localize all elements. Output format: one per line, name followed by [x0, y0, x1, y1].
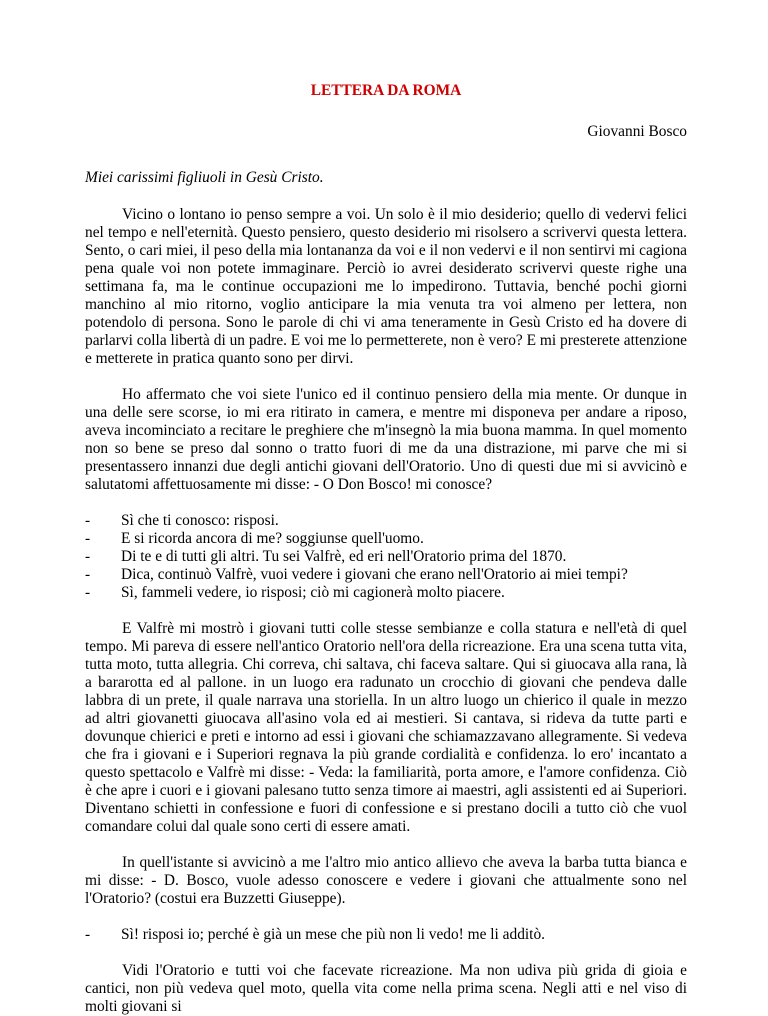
dialog-list [85, 512, 687, 602]
document-author: Giovanni Bosco [587, 123, 687, 140]
dialog-line [85, 566, 687, 584]
document-page [85, 82, 687, 1016]
paragraph-3: E Valfrè mi mostrò i giovani tutti colle stesse sembianze e colla statura e nell'età di quel tempo. Mi pareva di essere nell'antico Oratorio nell'ora della ricreazione. Era una scena tutta vita, tutta moto, tutta allegria. Chi correva, chi saltava, chi faceva saltare. Qui si giuocava alla rana, là a bararotta ed al pallone. in un luogo era radunato un crocchio di giovani che pendeva dalle labbra di un prete, il quale narrava una storiella. In un altro luogo un chierico il quale in mezzo ad altri giovanetti giuocava all'asino vola ed ai mestieri. Si cantava, si rideva da tutte parti e dovunque chierici e preti e intorno ad essi i giovani che schiamazzavano allegramente. Si vedeva che fra i giovani e i Superiori regnava la più grande cordialità e confidenza. lo ero' incantato a questo spettacolo e Valfrè mi disse: - Veda: la familiarità, porta amore, e l'amore confidenza. Ciò è che apre i cuori e i giovani palesano tutto senza timore ai maestri, agli assistenti ed ai Superiori. Diventano schietti in confessione e fuori di confessione e si prestano docili a tutto ciò che vuol comandare colui dal quale sono certi di essere amati. [85, 620, 687, 835]
document-title: LETTERA DA ROMA [310, 82, 462, 99]
dialog-text: Dica, continuò Valfrè, vuoi vedere i giovani che erano nell'Oratorio ai miei tempi? [121, 566, 628, 583]
dialog-line [85, 512, 687, 530]
dialog-text: E si ricorda ancora di me? soggiunse quell'uomo. [121, 530, 424, 547]
dialog-text: Di te e di tutti gli altri. Tu sei Valfrè, ed eri nell'Oratorio prima del 1870. [121, 548, 567, 565]
dialog-line [85, 530, 687, 548]
paragraph-5: Vidi l'Oratorio e tutti voi che facevate ricreazione. Ma non udiva più grida di gioia e cantici, non più vedeva quel moto, quella vita come nella prima scena. Negli atti e nel viso di molti giovani si [85, 962, 687, 1015]
dialog-dash: - [85, 512, 91, 529]
dialog-line [85, 584, 687, 602]
dialog-dash: - [85, 548, 91, 565]
paragraph-4: In quell'istante si avvicinò a me l'altro mio antico allievo che aveva la barba tutta bianca e mi disse: - D. Bosco, vuole adesso conoscere e vedere i giovani che attualmente sono nel l'Oratorio? (costui era Buzzetti Giuseppe). [85, 854, 687, 907]
paragraph-1: Vicino o lontano io penso sempre a voi. Un solo è il mio desiderio; quello di vedervi felici nel tempo e nell'eternità. Questo pensiero, questo desiderio mi risolsero a scrivervi questa lettera. Sento, o cari miei, il peso della mia lontananza da voi e il non vedervi e il non sentirvi mi cagiona pena quale voi non potete immaginare. Perciò io avrei desiderato scrivervi queste righe una settimana fa, ma le continue occupazioni me lo impedirono. Tuttavia, benché pochi giorni manchino al mio ritorno, voglio anticipare la mia venuta tra voi almeno per lettera, non potendolo di persona. Sono le parole di chi vi ama teneramente in Gesù Cristo ed ha dovere di parlarvi colla libertà di un padre. E voi me lo permetterete, non è vero? E mi presterete attenzione e metterete in pratica quanto sono per dirvi. [85, 206, 687, 367]
paragraph-2: Ho affermato che voi siete l'unico ed il continuo pensiero della mia mente. Or dunque in una delle sere scorse, io mi era ritirato in camera, e mentre mi disponeva per andare a riposo, aveva incominciato a recitare le preghiere che m'insegnò la mia buona mamma. In quel momento non so bene se preso dal sonno o tratto fuori di me da una distrazione, mi parve che mi si presentassero innanzi due degli antichi giovani dell'Oratorio. Uno di questi due mi si avvicinò e salutatomi affettuosamente mi disse: - O Don Bosco! mi conosce? [85, 386, 687, 493]
dialog-line [85, 548, 687, 566]
dialog-dash: - [85, 584, 91, 601]
dialog-text: Sì! risposi io; perché è già un mese che più non li vedo! me li additò. [121, 926, 546, 943]
dialog-text: Sì, fammeli vedere, io risposi; ciò mi cagionerà molto piacere. [121, 584, 505, 601]
dialog-list-2 [85, 926, 687, 944]
dialog-dash: - [85, 566, 91, 583]
dialog-line [85, 926, 687, 944]
salutation: Miei carissimi figliuoli in Gesù Cristo. [85, 169, 324, 186]
dialog-text: Sì che ti conosco: risposi. [121, 512, 279, 529]
dialog-dash: - [85, 530, 91, 547]
dialog-dash: - [85, 926, 91, 943]
